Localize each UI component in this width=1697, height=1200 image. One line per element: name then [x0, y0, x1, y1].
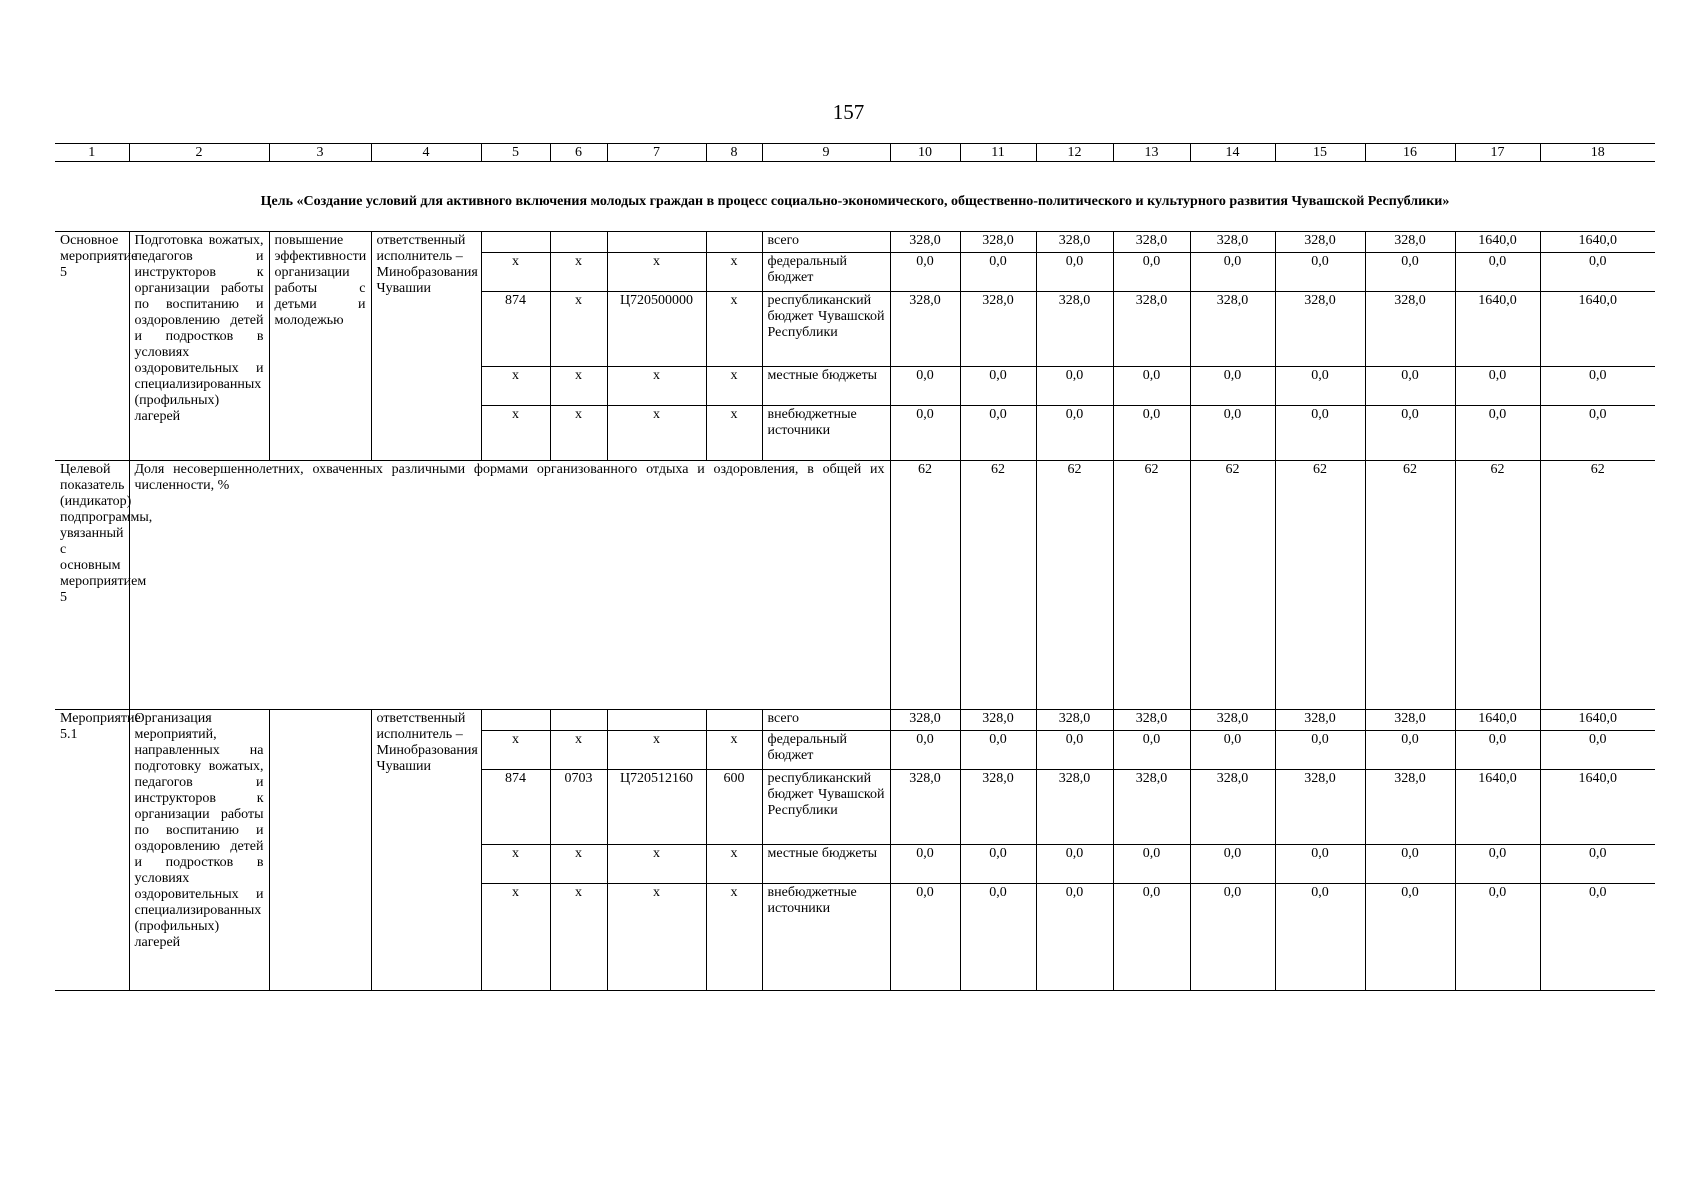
- year-value: 0,0: [1190, 253, 1275, 292]
- event-type: Основное мероприятие 5: [55, 232, 129, 461]
- indicator-value: 62: [1365, 461, 1455, 710]
- year-value: 0,0: [1455, 406, 1540, 461]
- code-grbs: x: [481, 253, 550, 292]
- code-expense-type: x: [706, 845, 762, 884]
- indicator-value: 62: [1275, 461, 1365, 710]
- year-value: 328,0: [1036, 710, 1113, 731]
- column-number: 10: [890, 144, 960, 162]
- year-value: 0,0: [1540, 406, 1655, 461]
- year-value: 328,0: [1190, 232, 1275, 253]
- column-number: 13: [1113, 144, 1190, 162]
- funding-source: местные бюджеты: [762, 845, 890, 884]
- column-number: 17: [1455, 144, 1540, 162]
- column-number: 7: [607, 144, 706, 162]
- column-number: 3: [269, 144, 371, 162]
- year-value: 0,0: [890, 406, 960, 461]
- code-section: 0703: [550, 770, 607, 845]
- code-expense-type: x: [706, 253, 762, 292]
- year-value: 328,0: [1036, 232, 1113, 253]
- event-name: Организация мероприятий, направленных на подготовку вожатых, педагогов и инструкторов к организации работы по воспитанию и оздоровлению детей и подростков в условиях оздоровительных и специализированных (профильных) лагерей: [129, 710, 269, 991]
- code-target-article: x: [607, 253, 706, 292]
- column-number: 5: [481, 144, 550, 162]
- code-grbs: x: [481, 406, 550, 461]
- year-value: 0,0: [1540, 367, 1655, 406]
- year-value: 0,0: [1365, 367, 1455, 406]
- year-value: 328,0: [890, 770, 960, 845]
- indicator-value: 62: [1455, 461, 1540, 710]
- year-value: 0,0: [1036, 731, 1113, 770]
- code-section: x: [550, 367, 607, 406]
- year-value: 328,0: [890, 232, 960, 253]
- year-value: 1640,0: [1455, 232, 1540, 253]
- year-value: 328,0: [1365, 770, 1455, 845]
- year-value: 328,0: [1190, 292, 1275, 367]
- year-value: 328,0: [960, 770, 1036, 845]
- year-value: 328,0: [1190, 710, 1275, 731]
- year-value: 0,0: [1455, 845, 1540, 884]
- year-value: 0,0: [1036, 845, 1113, 884]
- event-name: Подготовка вожатых, педагогов и инструкторов к организации работы по воспитанию и оздоровлению детей и подростков в условиях оздоровительных и специализированных (профильных) лагерей: [129, 232, 269, 461]
- indicator-value: 62: [1190, 461, 1275, 710]
- year-value: 1640,0: [1455, 770, 1540, 845]
- funding-source: федеральный бюджет: [762, 731, 890, 770]
- code-target-article: x: [607, 406, 706, 461]
- indicator-value: 62: [890, 461, 960, 710]
- responsible-executor: ответственный исполнитель – Минобразования Чувашии: [371, 710, 481, 991]
- year-value: 1640,0: [1455, 710, 1540, 731]
- year-value: 0,0: [1540, 845, 1655, 884]
- year-value: 0,0: [1275, 884, 1365, 991]
- code-grbs: x: [481, 731, 550, 770]
- year-value: 1640,0: [1540, 292, 1655, 367]
- funding-source: внебюджетные источники: [762, 884, 890, 991]
- year-value: 0,0: [890, 367, 960, 406]
- year-value: 328,0: [1275, 232, 1365, 253]
- goal-title: Цель «Создание условий для активного включения молодых граждан в процесс социально-экономического, общественно-политического и культурного развития Чувашской Республики»: [55, 162, 1655, 232]
- code-expense-type: [706, 710, 762, 731]
- year-value: 328,0: [1365, 292, 1455, 367]
- year-value: 328,0: [1275, 292, 1365, 367]
- indicator-value: 62: [960, 461, 1036, 710]
- year-value: 0,0: [1365, 731, 1455, 770]
- code-section: x: [550, 292, 607, 367]
- year-value: 1640,0: [1540, 770, 1655, 845]
- year-value: 0,0: [1275, 253, 1365, 292]
- funding-source: федеральный бюджет: [762, 253, 890, 292]
- code-expense-type: x: [706, 731, 762, 770]
- code-section: [550, 232, 607, 253]
- indicator-value: 62: [1036, 461, 1113, 710]
- code-grbs: 874: [481, 770, 550, 845]
- year-value: 0,0: [1540, 731, 1655, 770]
- year-value: 0,0: [1190, 884, 1275, 991]
- year-value: 328,0: [1275, 770, 1365, 845]
- funding-source: республиканский бюджет Чувашской Республики: [762, 770, 890, 845]
- year-value: 0,0: [1275, 731, 1365, 770]
- year-value: 0,0: [1275, 845, 1365, 884]
- column-number: 6: [550, 144, 607, 162]
- year-value: 0,0: [960, 253, 1036, 292]
- year-value: 0,0: [960, 884, 1036, 991]
- year-value: 328,0: [1365, 710, 1455, 731]
- code-target-article: [607, 232, 706, 253]
- code-section: x: [550, 406, 607, 461]
- code-section: x: [550, 731, 607, 770]
- financing-table: [55, 143, 1655, 991]
- year-value: 328,0: [1113, 292, 1190, 367]
- code-target-article: x: [607, 884, 706, 991]
- year-value: 0,0: [1113, 884, 1190, 991]
- code-target-article: [607, 710, 706, 731]
- column-number: 15: [1275, 144, 1365, 162]
- column-number: 11: [960, 144, 1036, 162]
- indicator-label: Целевой показатель (индикатор) подпрограммы, увязанный с основным мероприятием 5: [55, 461, 129, 710]
- funding-source: местные бюджеты: [762, 367, 890, 406]
- year-value: 0,0: [960, 367, 1036, 406]
- year-value: 328,0: [1113, 710, 1190, 731]
- code-grbs: [481, 710, 550, 731]
- year-value: 0,0: [960, 731, 1036, 770]
- table-body: [55, 144, 1655, 991]
- code-expense-type: [706, 232, 762, 253]
- code-expense-type: x: [706, 406, 762, 461]
- year-value: 0,0: [890, 731, 960, 770]
- indicator-text: Доля несовершеннолетних, охваченных различными формами организованного отдыха и оздоровления, в общей их численности, %: [129, 461, 890, 710]
- event-type: Мероприятие 5.1: [55, 710, 129, 991]
- code-grbs: [481, 232, 550, 253]
- column-number: 18: [1540, 144, 1655, 162]
- year-value: 0,0: [1190, 845, 1275, 884]
- year-value: 328,0: [1275, 710, 1365, 731]
- expected-result: [269, 710, 371, 991]
- year-value: 0,0: [960, 845, 1036, 884]
- year-value: 0,0: [890, 884, 960, 991]
- year-value: 0,0: [1365, 845, 1455, 884]
- year-value: 328,0: [1190, 770, 1275, 845]
- column-number: 1: [55, 144, 129, 162]
- year-value: 0,0: [1275, 406, 1365, 461]
- year-value: 328,0: [1036, 770, 1113, 845]
- year-value: 0,0: [1365, 253, 1455, 292]
- year-value: 0,0: [1113, 845, 1190, 884]
- funding-source: внебюджетные источники: [762, 406, 890, 461]
- code-expense-type: x: [706, 367, 762, 406]
- financing-row: [55, 710, 1655, 731]
- year-value: 0,0: [1540, 253, 1655, 292]
- year-value: 0,0: [1190, 406, 1275, 461]
- responsible-executor: ответственный исполнитель – Минобразования Чувашии: [371, 232, 481, 461]
- expected-result: повышение эффективности организации работы с детьми и молодежью: [269, 232, 371, 461]
- year-value: 0,0: [890, 845, 960, 884]
- code-target-article: x: [607, 845, 706, 884]
- code-target-article: Ц720500000: [607, 292, 706, 367]
- code-section: [550, 710, 607, 731]
- column-number: 12: [1036, 144, 1113, 162]
- column-number: 8: [706, 144, 762, 162]
- year-value: 0,0: [960, 406, 1036, 461]
- year-value: 0,0: [1365, 406, 1455, 461]
- year-value: 0,0: [1036, 884, 1113, 991]
- column-number: 14: [1190, 144, 1275, 162]
- year-value: 1640,0: [1540, 232, 1655, 253]
- year-value: 0,0: [1190, 367, 1275, 406]
- code-expense-type: 600: [706, 770, 762, 845]
- year-value: 0,0: [1036, 406, 1113, 461]
- code-section: x: [550, 253, 607, 292]
- year-value: 0,0: [1455, 367, 1540, 406]
- column-number: 4: [371, 144, 481, 162]
- code-target-article: x: [607, 367, 706, 406]
- funding-source: всего: [762, 232, 890, 253]
- year-value: 328,0: [960, 292, 1036, 367]
- code-expense-type: x: [706, 292, 762, 367]
- year-value: 328,0: [890, 292, 960, 367]
- indicator-value: 62: [1113, 461, 1190, 710]
- code-grbs: x: [481, 845, 550, 884]
- page-number: 157: [832, 100, 865, 124]
- year-value: 0,0: [1036, 253, 1113, 292]
- column-number: 16: [1365, 144, 1455, 162]
- year-value: 328,0: [1365, 232, 1455, 253]
- year-value: 328,0: [960, 710, 1036, 731]
- indicator-value: 62: [1540, 461, 1655, 710]
- year-value: 0,0: [1113, 253, 1190, 292]
- code-target-article: Ц720512160: [607, 770, 706, 845]
- code-grbs: x: [481, 884, 550, 991]
- column-number: 2: [129, 144, 269, 162]
- year-value: 0,0: [1036, 367, 1113, 406]
- year-value: 0,0: [1113, 367, 1190, 406]
- year-value: 1640,0: [1540, 710, 1655, 731]
- financing-row: [55, 232, 1655, 253]
- year-value: 0,0: [1365, 884, 1455, 991]
- year-value: 0,0: [1455, 253, 1540, 292]
- funding-source: республиканский бюджет Чувашской Республики: [762, 292, 890, 367]
- year-value: 0,0: [890, 253, 960, 292]
- year-value: 0,0: [1275, 367, 1365, 406]
- year-value: 0,0: [1113, 406, 1190, 461]
- column-number: 9: [762, 144, 890, 162]
- year-value: 328,0: [1113, 770, 1190, 845]
- year-value: 328,0: [960, 232, 1036, 253]
- funding-source: всего: [762, 710, 890, 731]
- column-number-row: [55, 144, 1655, 162]
- year-value: 328,0: [1036, 292, 1113, 367]
- code-section: x: [550, 845, 607, 884]
- code-grbs: x: [481, 367, 550, 406]
- year-value: 0,0: [1455, 884, 1540, 991]
- goal-row: [55, 162, 1655, 232]
- code-grbs: 874: [481, 292, 550, 367]
- year-value: 0,0: [1113, 731, 1190, 770]
- year-value: 0,0: [1540, 884, 1655, 991]
- code-section: x: [550, 884, 607, 991]
- code-expense-type: x: [706, 884, 762, 991]
- indicator-row: [55, 461, 1655, 710]
- year-value: 328,0: [890, 710, 960, 731]
- year-value: 0,0: [1190, 731, 1275, 770]
- year-value: 328,0: [1113, 232, 1190, 253]
- year-value: 1640,0: [1455, 292, 1540, 367]
- year-value: 0,0: [1455, 731, 1540, 770]
- code-target-article: x: [607, 731, 706, 770]
